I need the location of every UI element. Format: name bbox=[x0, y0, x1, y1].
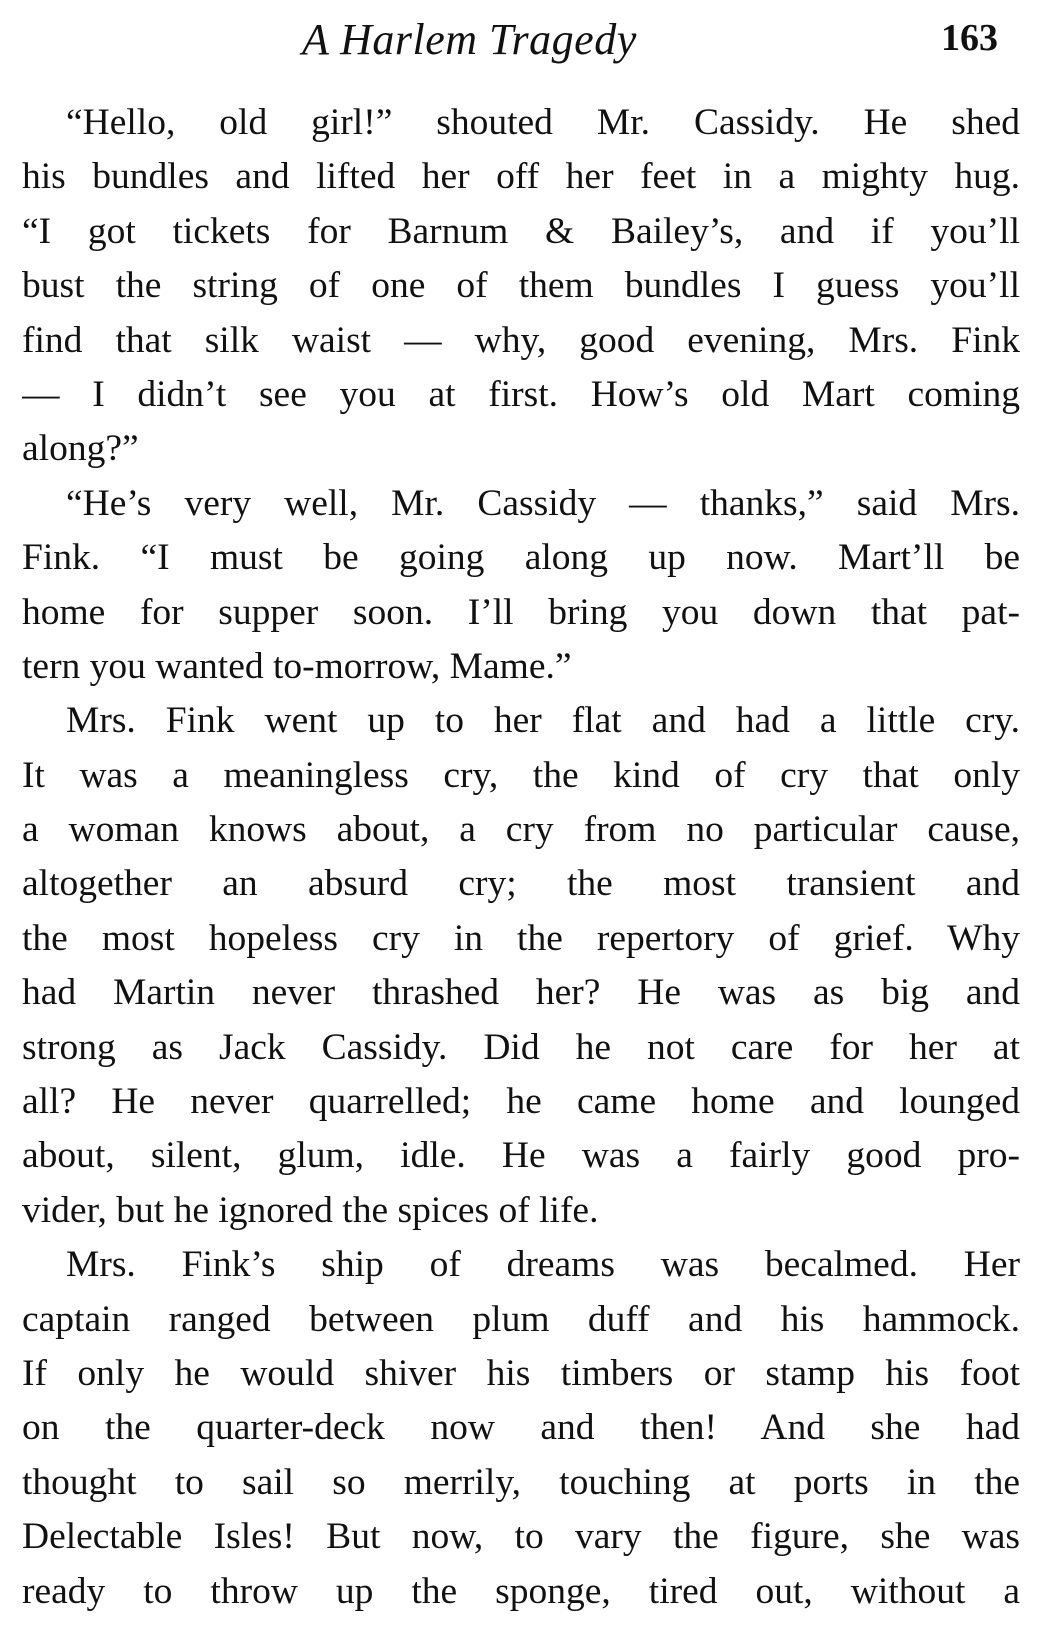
text-line: Mrs. Fink’s ship of dreams was becalmed. Her bbox=[66, 1244, 1020, 1286]
text-line: tern you wanted to-morrow, Mame.” bbox=[22, 645, 572, 687]
text-line: “Hello, old girl!” shouted Mr. Cassidy. He shed bbox=[66, 102, 1020, 143]
text-line: Delectable Isles! But now, to vary the figure, she was bbox=[22, 1516, 1020, 1558]
text-line: find that silk waist — why, good evening, Mrs. Fink bbox=[22, 319, 1020, 361]
text-line: If only he would shiver his timbers or stamp his foot bbox=[22, 1352, 1020, 1394]
text-line: home for supper soon. I’ll bring you down that pat- bbox=[22, 591, 1020, 633]
text-line: It was a meaningless cry, the kind of cry that only bbox=[22, 754, 1020, 796]
text-line: altogether an absurd cry; the most transient and bbox=[22, 863, 1020, 905]
text-line: bust the string of one of them bundles I guess you’ll bbox=[22, 265, 1020, 307]
text-line: on the quarter-deck now and then! And she had bbox=[22, 1407, 1020, 1449]
text-line: — I didn’t see you at first. How’s old Mart coming bbox=[22, 373, 1020, 415]
body-text bbox=[22, 96, 1020, 1619]
text-line: thought to sail so merrily, touching at ports in the bbox=[22, 1461, 1020, 1503]
text-line: his bundles and lifted her off her feet in a mighty hug. bbox=[22, 156, 1020, 198]
running-head bbox=[0, 14, 1044, 74]
text-line: about, silent, glum, idle. He was a fairly good pro- bbox=[22, 1135, 1020, 1177]
text-line: captain ranged between plum duff and his hammock. bbox=[22, 1298, 1020, 1340]
text-line: Fink. “I must be going along up now. Mart’ll be bbox=[22, 537, 1020, 579]
running-title: A Harlem Tragedy bbox=[302, 15, 637, 64]
text-line: strong as Jack Cassidy. Did he not care for her at bbox=[22, 1026, 1020, 1068]
text-line: along?” bbox=[22, 428, 139, 470]
text-line: vider, but he ignored the spices of life. bbox=[22, 1189, 599, 1231]
text-line: the most hopeless cry in the repertory of grief. Why bbox=[22, 917, 1020, 959]
text-line: all? He never quarrelled; he came home and lounged bbox=[22, 1081, 1020, 1123]
text-line: a woman knows about, a cry from no particular cause, bbox=[22, 809, 1020, 851]
text-line: Mrs. Fink went up to her flat and had a little cry. bbox=[66, 700, 1020, 742]
text-line: “He’s very well, Mr. Cassidy — thanks,” said Mrs. bbox=[66, 482, 1020, 524]
text-line: “I got tickets for Barnum & Bailey’s, and if you’ll bbox=[22, 210, 1020, 252]
text-line: had Martin never thrashed her? He was as big and bbox=[22, 972, 1020, 1014]
page-number: 163 bbox=[941, 17, 998, 59]
text-line: ready to throw up the sponge, tired out, without a bbox=[22, 1570, 1020, 1612]
